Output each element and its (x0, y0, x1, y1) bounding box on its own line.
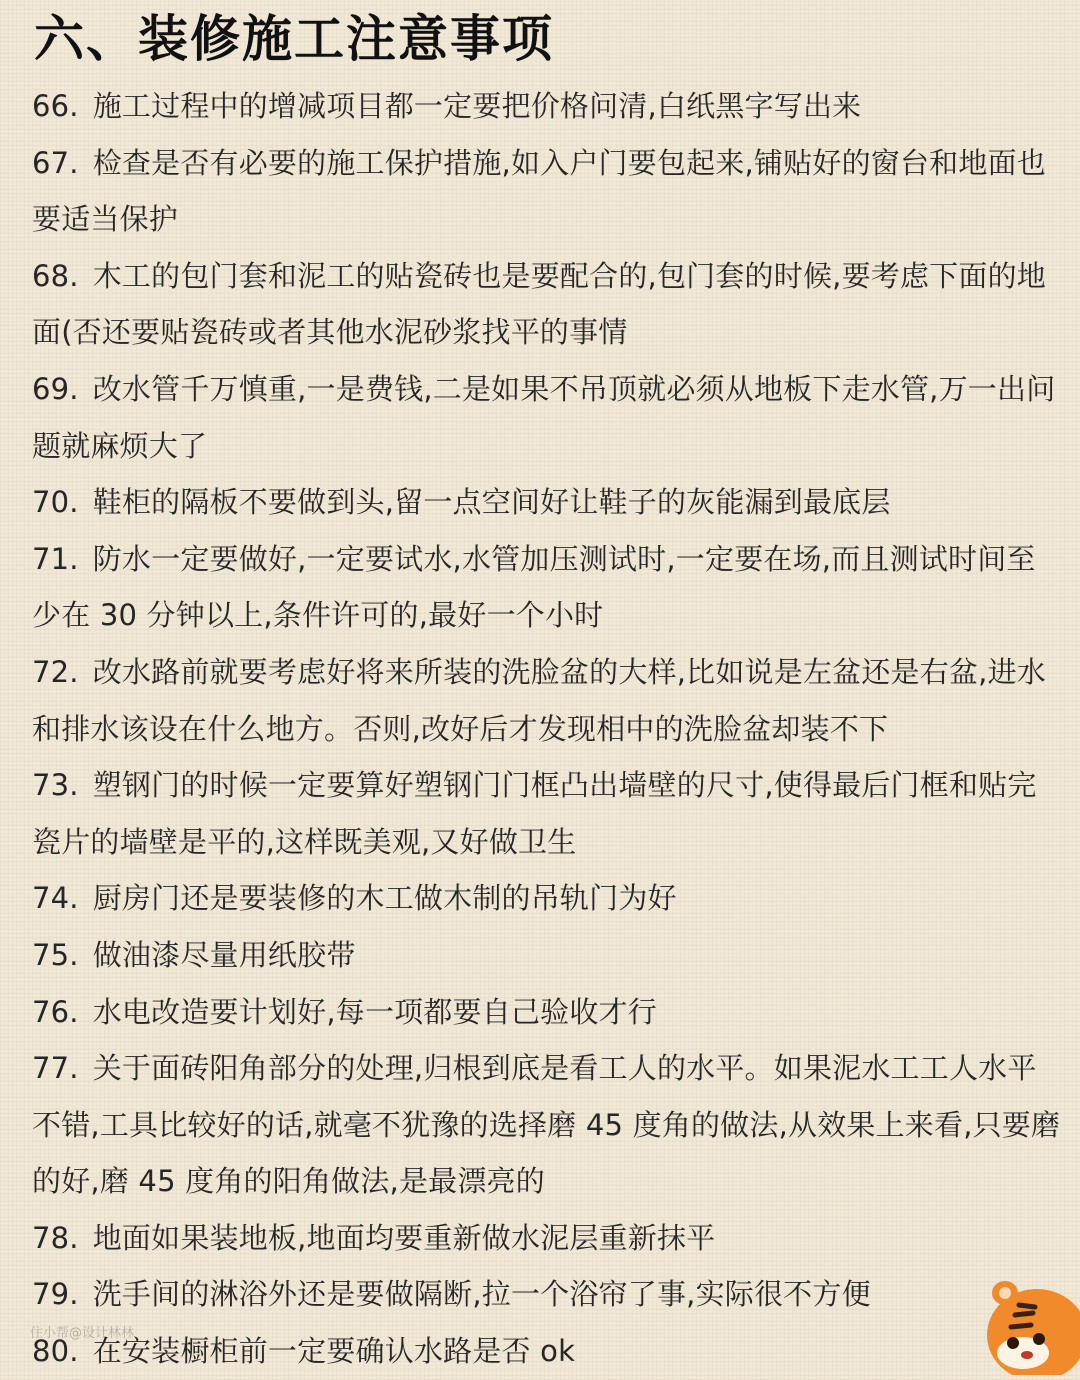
item-number: 74. (32, 881, 79, 916)
item-number: 77. (32, 1051, 79, 1086)
list-item (32, 757, 1062, 870)
list-item (32, 644, 1062, 757)
item-text: 厨房门还是要装修的木工做木制的吊轨门为好 (92, 881, 677, 916)
page-title: 六、装修施工注意事项 (34, 10, 554, 68)
item-text: 关于面砖阳角部分的处理,归根到底是看工人的水平。如果泥水工工人水平不错,工具比较好的话,就毫不犹豫的选择磨 45 度角的做法,从效果上来看,只要磨的好,磨 45 度角的阳角做法,是最漂亮的 (32, 1051, 1061, 1199)
item-text: 木工的包门套和泥工的贴瓷砖也是要配合的,包门套的时候,要考虑下面的地面(否还要贴瓷砖或者其他水泥砂浆找平的事情 (32, 258, 1046, 350)
item-number: 78. (32, 1220, 79, 1255)
list-item (32, 361, 1062, 474)
item-number: 75. (32, 937, 79, 972)
item-text: 改水路前就要考虑好将来所装的洗脸盆的大样,比如说是左盆还是右盆,进水和排水该设在什么地方。否则,改好后才发现相中的洗脸盆却装不下 (32, 654, 1046, 746)
item-text: 地面如果装地板,地面均要重新做水泥层重新抹平 (92, 1220, 716, 1255)
item-number: 76. (32, 994, 79, 1029)
tips-list (32, 78, 1062, 1380)
list-item (32, 927, 1062, 984)
item-text: 做油漆尽量用纸胶带 (92, 937, 356, 972)
list-item (32, 1210, 1062, 1267)
item-number: 79. (32, 1277, 79, 1312)
item-number: 73. (32, 768, 79, 803)
list-item (32, 248, 1062, 361)
item-text: 检查是否有必要的施工保护措施,如入户门要包起来,铺贴好的窗台和地面也要适当保护 (32, 145, 1046, 237)
item-text: 改水管千万慎重,一是费钱,二是如果不吊顶就必须从地板下走水管,万一出问题就麻烦大了 (32, 371, 1056, 463)
list-item (32, 78, 1062, 135)
list-item (32, 531, 1062, 644)
list-item (32, 474, 1062, 531)
list-item (32, 1040, 1062, 1210)
item-number: 68. (32, 258, 79, 293)
item-number: 72. (32, 654, 79, 689)
item-text: 水电改造要计划好,每一项都要自己验收才行 (92, 994, 657, 1029)
tiger-mascot-icon (975, 1265, 1080, 1375)
item-number: 71. (32, 541, 79, 576)
item-number: 67. (32, 145, 79, 180)
list-item (32, 1266, 1062, 1323)
list-item (32, 870, 1062, 927)
item-text: 防水一定要做好,一定要试水,水管加压测试时,一定要在场,而且测试时间至少在 30 分钟以上,条件许可的,最好一个小时 (32, 541, 1036, 633)
watermark: 住小帮@设计林林 (30, 1326, 135, 1341)
item-text: 塑钢门的时候一定要算好塑钢门门框凸出墙壁的尺寸,使得最后门框和贴完瓷片的墙壁是平的,这样既美观,又好做卫生 (32, 768, 1037, 859)
item-number: 80. (32, 1334, 79, 1369)
list-item (32, 135, 1062, 248)
list-item (32, 984, 1062, 1041)
list-item (32, 1323, 1062, 1380)
item-number: 70. (32, 485, 79, 520)
item-text: 在安装橱柜前一定要确认水路是否 ok (92, 1334, 576, 1369)
item-number: 66. (32, 89, 79, 123)
item-text: 洗手间的淋浴外还是要做隔断,拉一个浴帘了事,实际很不方便 (92, 1277, 871, 1312)
item-text: 鞋柜的隔板不要做到头,留一点空间好让鞋子的灰能漏到最底层 (92, 485, 891, 520)
item-number: 69. (32, 371, 79, 406)
item-text: 施工过程中的增减项目都一定要把价格问清,白纸黑字写出来 (92, 89, 862, 123)
